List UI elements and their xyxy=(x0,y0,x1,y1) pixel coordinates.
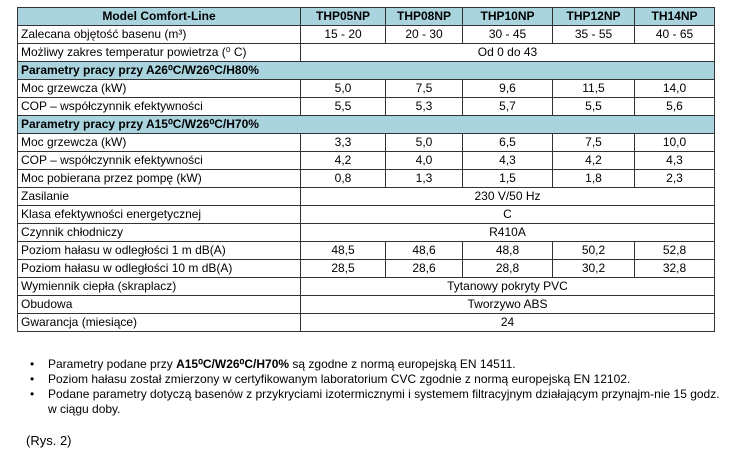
figure-caption: (Rys. 2) xyxy=(26,433,72,448)
header-model: TH14NP xyxy=(635,8,715,26)
table-cell: 28,8 xyxy=(463,260,553,278)
table-row xyxy=(18,296,715,314)
table-cell: 4,3 xyxy=(635,152,715,170)
row-label: Wymiennik ciepła (skraplacz) xyxy=(18,278,301,296)
table-row xyxy=(18,80,715,98)
table-row xyxy=(18,224,715,242)
table-row xyxy=(18,134,715,152)
row-label: Poziom hałasu w odległości 1 m dB(A) xyxy=(18,242,301,260)
table-cell: 5,7 xyxy=(463,98,553,116)
table-cell: 5,0 xyxy=(386,134,463,152)
table-body xyxy=(18,26,715,332)
row-label: Zasilanie xyxy=(18,188,301,206)
table-cell: 50,2 xyxy=(553,242,635,260)
header-model: THP08NP xyxy=(386,8,463,26)
row-label: Możliwy zakres temperatur powietrza (⁰ C) xyxy=(18,44,301,62)
table-row xyxy=(18,170,715,188)
section-row xyxy=(18,116,715,134)
header-model: THP12NP xyxy=(553,8,635,26)
row-label: Moc pobierana przez pompę (kW) xyxy=(18,170,301,188)
table-cell: 5,3 xyxy=(386,98,463,116)
row-label: Poziom hałasu w odległości 10 m dB(A) xyxy=(18,260,301,278)
table-cell: 30 - 45 xyxy=(463,26,553,44)
table-row xyxy=(18,44,715,62)
table-cell: 5,5 xyxy=(553,98,635,116)
section-title: Parametry pracy przy A15⁰C/W26⁰C/H70% xyxy=(18,116,715,134)
table-cell: 40 - 65 xyxy=(635,26,715,44)
row-label: Czynnik chłodniczy xyxy=(18,224,301,242)
table-row xyxy=(18,188,715,206)
table-row xyxy=(18,260,715,278)
table-row xyxy=(18,26,715,44)
table-row xyxy=(18,152,715,170)
row-label: Klasa efektywności energetycznej xyxy=(18,206,301,224)
table-cell: 7,5 xyxy=(386,80,463,98)
header-model: THP05NP xyxy=(301,8,386,26)
table-row xyxy=(18,98,715,116)
row-label: Gwarancja (miesiące) xyxy=(18,314,301,332)
table-cell: 7,5 xyxy=(553,134,635,152)
row-label: Moc grzewcza (kW) xyxy=(18,80,301,98)
table-cell: 5,5 xyxy=(301,98,386,116)
table-cell: 30,2 xyxy=(553,260,635,278)
note-item: • Poziom hałasu został zmierzony w certyfikowanym laboratorium CVC zgodnie z normą europejską EN 12102. xyxy=(30,372,720,387)
table-cell: 52,8 xyxy=(635,242,715,260)
table-cell: 0,8 xyxy=(301,170,386,188)
table-cell: 3,3 xyxy=(301,134,386,152)
merged-value: R410A xyxy=(301,224,715,242)
note-text: Parametry podane przy xyxy=(48,357,177,371)
row-label: COP – współczynnik efektywności xyxy=(18,152,301,170)
table-cell: 1,3 xyxy=(386,170,463,188)
table-row xyxy=(18,242,715,260)
table-cell: 32,8 xyxy=(635,260,715,278)
row-label: Moc grzewcza (kW) xyxy=(18,134,301,152)
table-cell: 15 - 20 xyxy=(301,26,386,44)
merged-value: 24 xyxy=(301,314,715,332)
table-header-row xyxy=(18,8,715,26)
merged-value: C xyxy=(301,206,715,224)
table-cell: 5,0 xyxy=(301,80,386,98)
table-cell: 11,5 xyxy=(553,80,635,98)
section-row xyxy=(18,62,715,80)
table-cell: 14,0 xyxy=(635,80,715,98)
spec-table xyxy=(17,7,715,332)
note-text: są zgodne z normą europejską EN 14511. xyxy=(289,357,516,371)
note-item: • Podane parametry dotyczą basenów z przykryciami izotermicznymi i systemem filtracyjnym działającym przynajm-nie 15 godz. w ciągu doby. xyxy=(30,387,720,417)
row-label: COP – współczynnik efektywności xyxy=(18,98,301,116)
table-cell: 1,5 xyxy=(463,170,553,188)
table-cell: 4,3 xyxy=(463,152,553,170)
table-cell: 10,0 xyxy=(635,134,715,152)
table-row xyxy=(18,278,715,296)
merged-value: Tworzywo ABS xyxy=(301,296,715,314)
table-cell: 5,6 xyxy=(635,98,715,116)
table-cell: 20 - 30 xyxy=(386,26,463,44)
table-cell: 35 - 55 xyxy=(553,26,635,44)
note-item xyxy=(30,357,720,372)
row-label: Obudowa xyxy=(18,296,301,314)
merged-value: Od 0 do 43 xyxy=(301,44,715,62)
table-cell: 48,6 xyxy=(386,242,463,260)
table-cell: 48,5 xyxy=(301,242,386,260)
table-cell: 9,6 xyxy=(463,80,553,98)
table-cell: 4,0 xyxy=(386,152,463,170)
note-bold: A15⁰C/W26⁰C/H70% xyxy=(176,357,290,371)
merged-value: 230 V/50 Hz xyxy=(301,188,715,206)
table-cell: 6,5 xyxy=(463,134,553,152)
row-label: Zalecana objętość basenu (m³) xyxy=(18,26,301,44)
merged-value: Tytanowy pokryty PVC xyxy=(301,278,715,296)
notes-list xyxy=(30,357,720,417)
table-cell: 4,2 xyxy=(301,152,386,170)
table-cell: 1,8 xyxy=(553,170,635,188)
table-cell: 48,8 xyxy=(463,242,553,260)
table-cell: 4,2 xyxy=(553,152,635,170)
table-cell: 2,3 xyxy=(635,170,715,188)
section-title: Parametry pracy przy A26⁰C/W26⁰C/H80% xyxy=(18,62,715,80)
table-cell: 28,5 xyxy=(301,260,386,278)
header-model: THP10NP xyxy=(463,8,553,26)
table-cell: 28,6 xyxy=(386,260,463,278)
header-label: Model Comfort-Line xyxy=(18,8,301,26)
table-row xyxy=(18,206,715,224)
table-row xyxy=(18,314,715,332)
